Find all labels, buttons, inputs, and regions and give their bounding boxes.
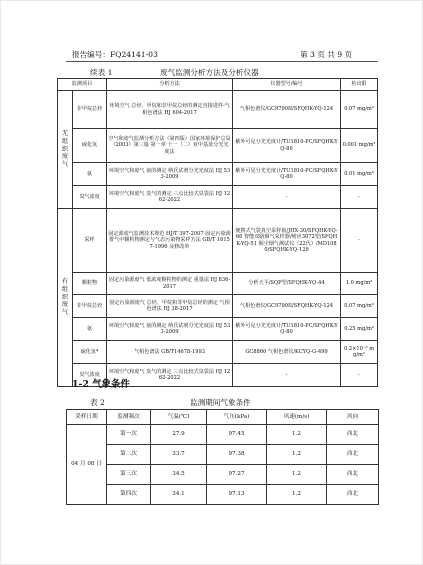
analysis-methods-table (57, 78, 378, 387)
item-cell: 非甲烷总烃 (73, 295, 107, 318)
pressure-cell: 97.27 (207, 465, 267, 485)
group-label: 有组织废气 (58, 209, 73, 387)
wind-dir-cell: 西北 (327, 465, 379, 485)
instrument-cell: 气相色谱仪/GC9790II/SFQHK-YQ-124 (233, 91, 341, 129)
table-header-row (67, 410, 379, 425)
table-row (58, 341, 378, 364)
item-cell: 氨 (73, 163, 107, 186)
method-cell: 环境空气和废气 氨的测定 纳氏试剂分光光度法 HJ 533-2009 (107, 163, 233, 186)
table-row (58, 273, 378, 295)
item-cell: 非甲烷总烃 (73, 91, 107, 129)
table1-title: 废气监测分析方法及分析仪器 (160, 68, 259, 77)
limit-cell: 0.2×10⁻³ mg/m³ (341, 341, 378, 364)
freq-cell: 第三次 (107, 465, 151, 485)
temp-cell: 27.9 (151, 425, 207, 445)
temp-cell: 34.1 (151, 485, 207, 505)
table-row (67, 445, 379, 465)
wind-dir-cell: 西北 (327, 445, 379, 465)
col-header: 气温(℃) (151, 410, 207, 425)
col-header: 检出限 (341, 79, 378, 91)
table-row (67, 465, 379, 485)
instrument-cell: - (233, 364, 341, 387)
limit-cell: - (341, 209, 378, 273)
limit-cell: 0.25 mg/m³ (341, 318, 378, 341)
col-header: 分析方法 (107, 79, 233, 91)
table2-label: 表 2 (90, 398, 105, 407)
freq-cell: 第二次 (107, 445, 151, 465)
table-row (58, 91, 378, 129)
pressure-cell: 97.45 (207, 425, 267, 445)
item-cell: 硫化氢* (73, 341, 107, 364)
instrument-cell: - (233, 186, 341, 209)
instrument-cell: 气相色谱仪/GC9790II/SFQHK-YQ-124 (233, 295, 341, 318)
method-cell: 固定源废气监测技术规范 HJ/T 397-2007 固定污染源排气中颗粒物测定与气态污染物采样方法 GB/T 16157-1996 及修改单 (107, 209, 233, 273)
wind-dir-cell: 西北 (327, 485, 379, 505)
pressure-cell: 97.38 (207, 445, 267, 465)
col-header: 监测频次 (107, 410, 151, 425)
col-header: 气压(kPa) (207, 410, 267, 425)
method-cell: 环境空气和废气 臭气的测定 三点比较式臭袋法 HJ 1262-2022 (107, 186, 233, 209)
page-info: 第 3 页 共 9 页 (300, 50, 353, 59)
table2-title: 监测期间气象条件 (190, 398, 251, 407)
item-cell: 采样 (73, 209, 107, 273)
weather-table (66, 409, 379, 505)
item-cell: 氨 (73, 318, 107, 341)
limit-cell: 0.01 mg/m³ (341, 163, 378, 186)
col-header: 风速(m/s) (267, 410, 327, 425)
item-cell: 臭气浓度 (73, 364, 107, 387)
table-header-row (58, 79, 378, 91)
method-cell: 环境空气 总烃、甲烷和非甲烷总烃的测定直接进样-气相色谱法 HJ 604-2017 (107, 91, 233, 129)
group-label: 无组织废气 (58, 91, 73, 209)
instrument-cell: 紫外可见分光光度计/TU1810-PC/SFQHK-YQ-80 (233, 163, 341, 186)
instrument-cell: 分析天平/SQP型/SFQHK-YQ-44 (233, 273, 341, 295)
temp-cell: 33.7 (151, 445, 207, 465)
method-cell: 环境空气和废气 氨的测定 纳氏试剂分光光度法 HJ 533-2009 (107, 318, 233, 341)
table-row (58, 163, 378, 186)
temp-cell: 34.5 (151, 465, 207, 485)
wind-speed-cell: 1.2 (267, 465, 327, 485)
limit-cell: 0.07 mg/m³ (341, 295, 378, 318)
instrument-cell: 便携式气袋真空采样箱/JHX-30/SFQHK-YQ-66 智能双路烟气采样器/崂应3072型/SFQHK-YQ-51 烟尘烟气测试仪（22代）/MD1080/SFQHK-YQ-129 (233, 209, 341, 273)
method-cell: 固定污染源废气 总烃、甲烷和非甲烷总烃的测定 气相色谱法 HJ 38-2017 (107, 295, 233, 318)
wind-speed-cell: 1.2 (267, 425, 327, 445)
header-rule (66, 61, 378, 62)
method-cell: 空气和废气监测分析方法（第四版）国家环境保护总局（2003）第三篇 第一章 十一（二）亚甲基蓝分光光度法 (107, 129, 233, 163)
col-header: 监测项目 (58, 79, 107, 91)
table-row (58, 209, 378, 273)
item-cell: 硫化氢 (73, 129, 107, 163)
pressure-cell: 97.13 (207, 485, 267, 505)
method-cell: 气相色谱法 GB/T14678-1993 (107, 341, 233, 364)
table-row (58, 295, 378, 318)
limit-cell: 1.0 mg/m³ (341, 273, 378, 295)
date-cell: 04 月 08 日 (67, 425, 107, 505)
table-row (67, 485, 379, 505)
method-cell: 固定污染源废气 低浓度颗粒物的测定 重量法 HJ 836-2017 (107, 273, 233, 295)
freq-cell: 第四次 (107, 485, 151, 505)
item-cell: 臭气浓度 (73, 186, 107, 209)
col-header: 采样日期 (67, 410, 107, 425)
table-row (58, 186, 378, 209)
limit-cell: - (341, 364, 378, 387)
item-cell: 颗粒物 (73, 273, 107, 295)
instrument-cell: 紫外可见分光光度计/TU1810-PC/SFQHK-YQ-80 (233, 318, 341, 341)
wind-speed-cell: 1.2 (267, 485, 327, 505)
wind-dir-cell: 西北 (327, 425, 379, 445)
table-row (58, 318, 378, 341)
instrument-cell: 紫外可见分光光度计/TU1810-PC/SFQHK-YQ-80 (233, 129, 341, 163)
table-row (67, 425, 379, 445)
col-header: 风向 (327, 410, 379, 425)
wind-speed-cell: 1.2 (267, 445, 327, 465)
limit-cell: 0.001 mg/m³ (341, 129, 378, 163)
table-row (58, 129, 378, 163)
table1-label: 续表 1 (90, 68, 113, 77)
method-cell: 环境空气和废气 臭气的测定 三点比较式臭袋法 HJ 1262-2022 (107, 364, 233, 387)
section-title: 1-2 气象条件 (72, 379, 130, 390)
col-header: 仪器型号/编号 (233, 79, 341, 91)
instrument-cell: GC8860 气相色谱仪/KCYQ-G-499 (233, 341, 341, 364)
freq-cell: 第一次 (107, 425, 151, 445)
limit-cell: 0.07 mg/m³ (341, 91, 378, 129)
report-number: 报告编号：FQ24141-03 (72, 50, 158, 59)
limit-cell: - (341, 186, 378, 209)
